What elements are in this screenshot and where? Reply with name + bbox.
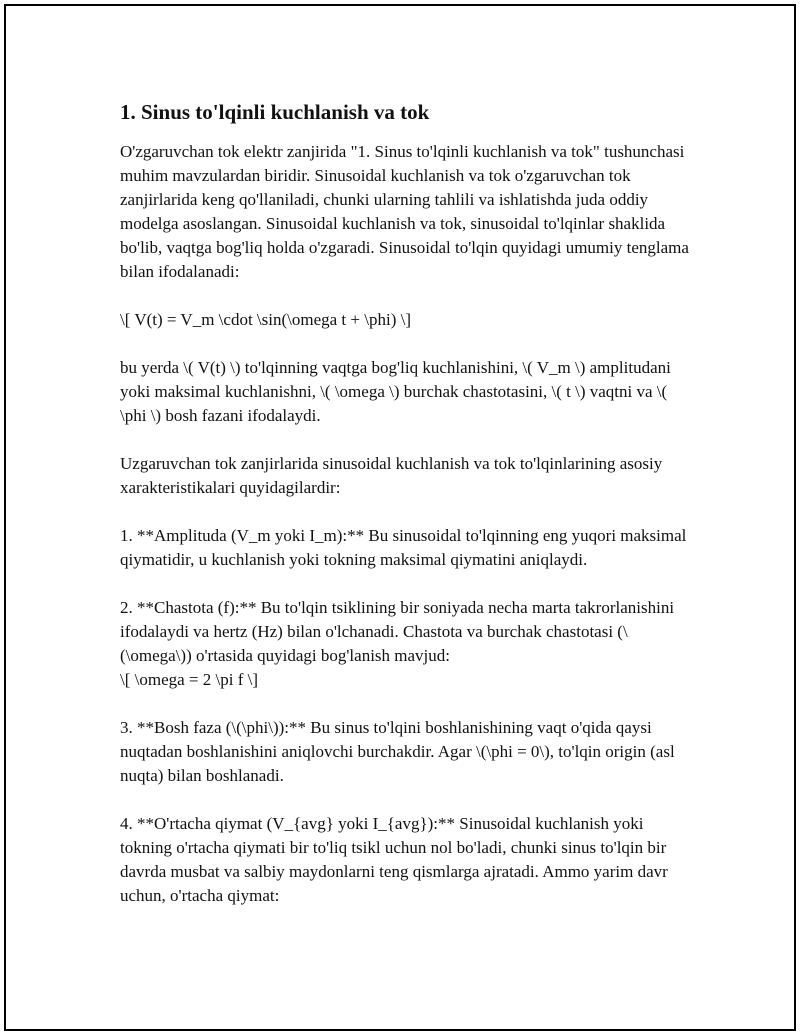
- formula-voltage: \[ V(t) = V_m \cdot \sin(\omega t + \phi) \]: [120, 310, 411, 329]
- list-item-frequency: 2. **Chastota (f):** Bu to'lqin tsiklining bir soniyada necha marta takrorlanishini ifodalaydi va hertz (Hz) bilan o'lchanadi. Chastota va burchak chastotasi (\(\omega\)) o'rtasida quyidagi bog'lanish mavjud:: [120, 598, 675, 665]
- section-title: 1. Sinus to'lqinli kuchlanish va tok: [120, 100, 430, 124]
- list-item-phase: 3. **Bosh faza (\(\phi\)):** Bu sinus to'lqini boshlanishining vaqt o'qida qaysi nuqtadan boshlanishini aniqlovchi burchakdir. Agar \(\phi = 0\), to'lqin origin (asl nuqta) bilan boshlanadi.: [120, 718, 675, 785]
- characteristics-intro: Uzgaruvchan tok zanjirlarida sinusoidal kuchlanish va tok to'lqinlarining asosiy xarakteristikalari quyidagilardir:: [120, 454, 663, 497]
- document-page: [4, 4, 796, 1031]
- definitions-paragraph: bu yerda \( V(t) \) to'lqinning vaqtga bog'liq kuchlanishini, \( V_m \) amplitudani yoki maksimal kuchlanishni, \( \omega \) burchak chastotasini, \( t \) vaqtni va \( \phi \) bosh fazani ifodalaydi.: [120, 358, 671, 425]
- list-item-frequency-block: [120, 596, 695, 692]
- list-item-amplitude: 1. **Amplituda (V_m yoki I_m):** Bu sinusoidal to'lqinning eng yuqori maksimal qiymatidir, u kuchlanish yoki tokning maksimal qiymatini aniqlaydi.: [120, 526, 687, 569]
- document-content: [120, 98, 695, 932]
- formula-omega: \[ \omega = 2 \pi f \]: [120, 670, 259, 689]
- intro-paragraph: O'zgaruvchan tok elektr zanjirida "1. Sinus to'lqinli kuchlanish va tok" tushunchasi muhim mavzulardan biridir. Sinusoidal kuchlanish va tok o'zgaruvchan tok zanjirlarida keng qo'llaniladi, chunki ularning tahlili va ishlatishda juda oddiy modelga asoslangan. Sinusoidal kuchlanish va tok, sinusoidal to'lqinlar shaklida bo'lib, vaqtga bog'liq holda o'zgaradi. Sinusoidal to'lqin quyidagi umumiy tenglama bilan ifodalanadi:: [120, 142, 689, 281]
- list-item-average: 4. **O'rtacha qiymat (V_{avg} yoki I_{avg}):** Sinusoidal kuchlanish yoki tokning o'rtacha qiymati bir to'liq tsikl uchun nol bo'ladi, chunki sinus to'lqin bir davrda musbat va salbiy maydonlarni teng qismlarga ajratadi. Ammo yarim davr uchun, o'rtacha qiymat:: [120, 814, 668, 905]
